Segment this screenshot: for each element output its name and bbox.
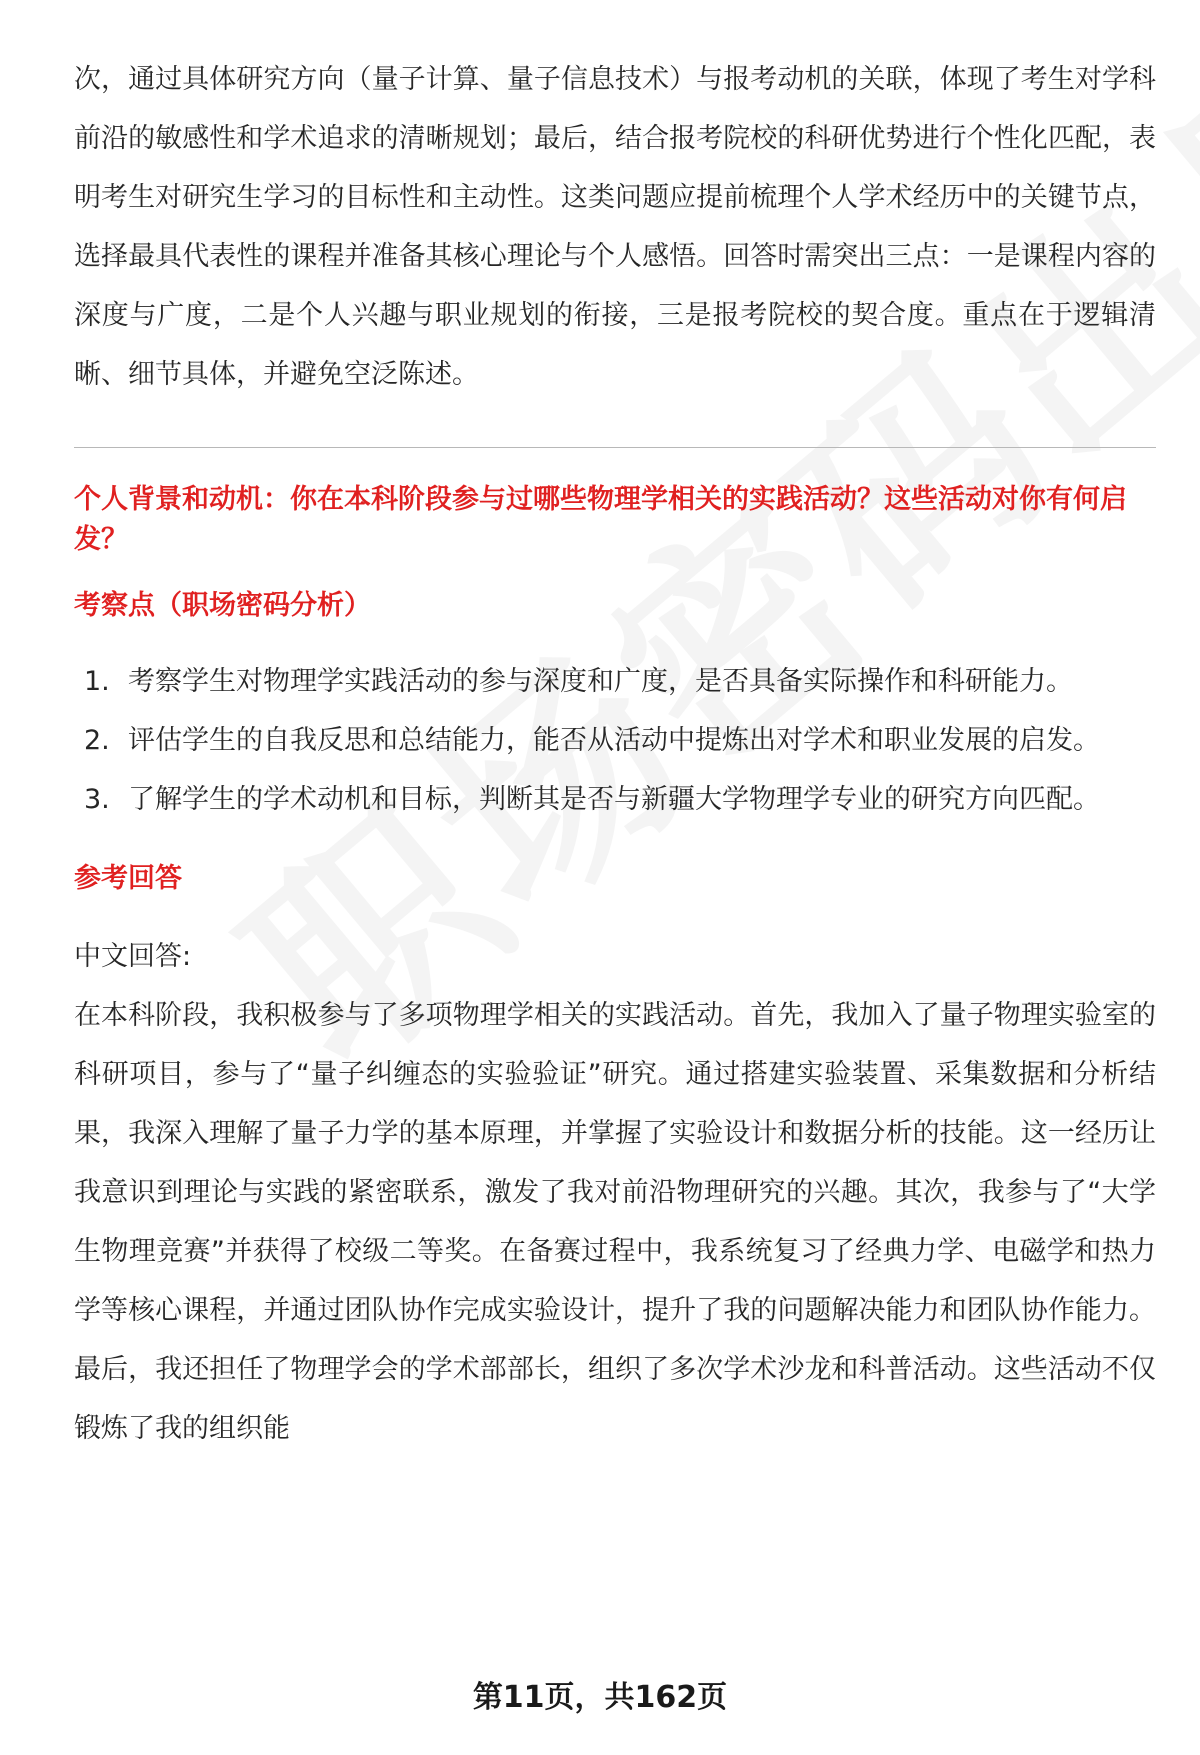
document-page	[74, 50, 1156, 1458]
list-item	[74, 770, 1156, 829]
list-item-number: 3.	[84, 784, 110, 815]
intro-paragraph: 次，通过具体研究方向（量子计算、量子信息技术）与报考动机的关联，体现了考生对学科前沿的敏感性和学术追求的清晰规划；最后，结合报考院校的科研优势进行个性化匹配，表明考生对研究生学习的目标性和主动性。这类问题应提前梳理个人学术经历中的关键节点，选择最具代表性的课程并准备其核心理论与个人感悟。回答时需突出三点：一是课程内容的深度与广度，二是个人兴趣与职业规划的衔接，三是报考院校的契合度。重点在于逻辑清晰、细节具体，并避免空泛陈述。	[74, 64, 1156, 390]
section-divider	[74, 447, 1156, 448]
points-list	[74, 652, 1156, 829]
list-item-text: 了解学生的学术动机和目标，判断其是否与新疆大学物理学专业的研究方向匹配。	[128, 784, 1100, 815]
answer-section-title: 参考回答	[74, 863, 182, 894]
list-item-number: 2.	[84, 725, 110, 756]
list-item-text: 评估学生的自我反思和总结能力，能否从活动中提炼出对学术和职业发展的启发。	[128, 725, 1100, 756]
answer-paragraph: 在本科阶段，我积极参与了多项物理学相关的实践活动。首先，我加入了量子物理实验室的科研项目，参与了“量子纠缠态的实验验证”研究。通过搭建实验装置、采集数据和分析结果，我深入理解了量子力学的基本原理，并掌握了实验设计和数据分析的技能。这一经历让我意识到理论与实践的紧密联系，激发了我对前沿物理研究的兴趣。其次，我参与了“大学生物理竞赛”并获得了校级二等奖。在备赛过程中，我系统复习了经典力学、电磁学和热力学等核心课程，并通过团队协作完成实验设计，提升了我的问题解决能力和团队协作能力。最后，我还担任了物理学会的学术部部长，组织了多次学术沙龙和科普活动。这些活动不仅锻炼了我的组织能	[74, 1000, 1156, 1444]
page-footer: 第11页，共162页	[472, 1680, 728, 1715]
question-heading: 个人背景和动机：你在本科阶段参与过哪些物理学相关的实践活动？这些活动对你有何启发？	[74, 484, 1127, 555]
list-item	[74, 711, 1156, 770]
points-section-title: 考察点（职场密码分析）	[74, 590, 371, 621]
list-item-number: 1.	[84, 666, 110, 697]
answer-label: 中文回答:	[74, 941, 192, 972]
list-item-text: 考察学生对物理学实践活动的参与深度和广度，是否具备实际操作和科研能力。	[128, 666, 1073, 697]
list-item	[74, 652, 1156, 711]
